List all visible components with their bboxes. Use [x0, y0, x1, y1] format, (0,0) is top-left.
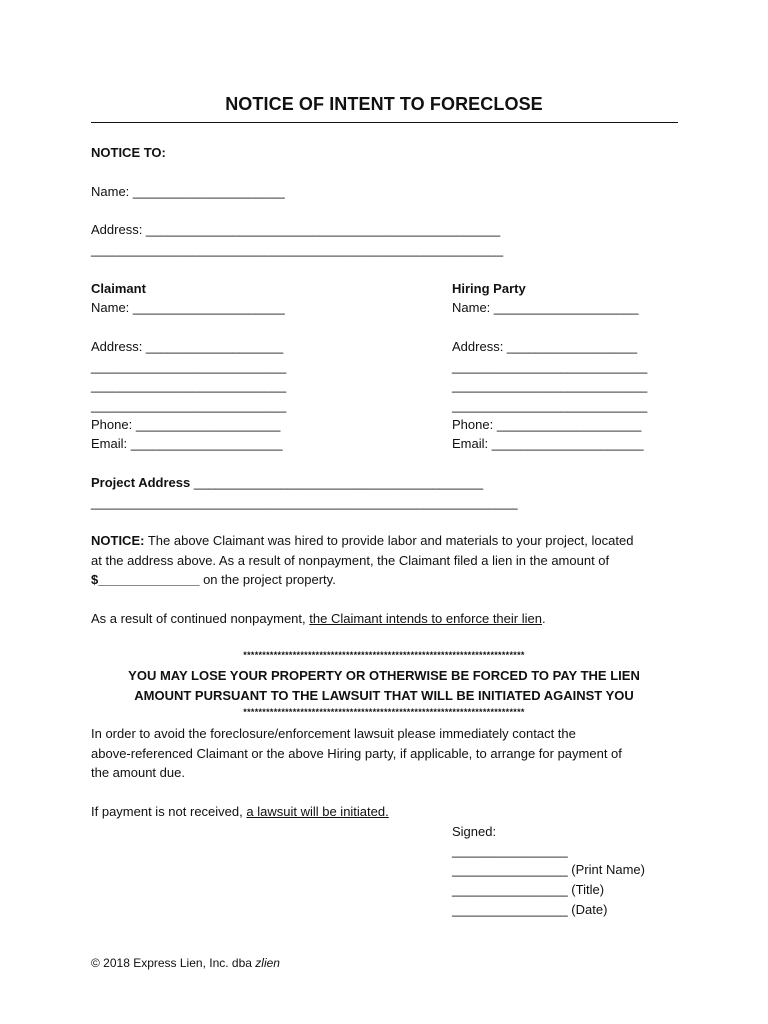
- document-title: NOTICE OF INTENT TO FORECLOSE: [225, 94, 543, 114]
- warning-stars-bottom: **************************************************************************: [243, 707, 525, 717]
- hiring-party-address-blank-2: ___________________________: [452, 378, 648, 393]
- enforce-end: .: [541, 611, 546, 626]
- lawsuit-paragraph: [91, 804, 389, 820]
- notice-to-address-line2: _________________________________________________________: [91, 242, 504, 257]
- warning-line-1: YOU MAY LOSE YOUR PROPERTY OR OTHERWISE BE FORCED TO PAY THE LIEN: [128, 668, 640, 683]
- avoid-line-3: the amount due.: [91, 765, 185, 780]
- claimant-address-blank-3: ___________________________: [91, 398, 287, 413]
- claimant-heading: Claimant: [91, 281, 146, 296]
- footer-brand: zlien: [255, 956, 280, 970]
- notice-label: NOTICE:: [91, 533, 145, 548]
- notice-to-name-field: Name: _____________________: [91, 184, 285, 199]
- lien-amount-field: $______________: [91, 572, 200, 587]
- claimant-address-blank-2: ___________________________: [91, 378, 287, 393]
- warning-line-2: AMOUNT PURSUANT TO THE LAWSUIT THAT WILL BE INITIATED AGAINST YOU: [134, 688, 634, 703]
- hiring-party-address-field: Address: __________________: [452, 339, 638, 354]
- hiring-party-address-blank-1: ___________________________: [452, 359, 648, 374]
- notice-to-address-field: Address: _________________________________________________: [91, 222, 501, 237]
- claimant-phone-field: Phone: ____________________: [91, 417, 281, 432]
- footer-copyright: [91, 955, 280, 971]
- hiring-party-phone-field: Phone: ____________________: [452, 417, 642, 432]
- project-address-line-2: ___________________________________________________________: [91, 495, 518, 510]
- hiring-party-heading: Hiring Party: [452, 281, 526, 296]
- notice-to-heading: NOTICE TO:: [91, 145, 166, 160]
- notice-paragraph-line-2: at the address above. As a result of nonpayment, the Claimant filed a lien in the amount of: [91, 553, 610, 568]
- avoid-line-1: In order to avoid the foreclosure/enforcement lawsuit please immediately contact the: [91, 726, 576, 741]
- enforce-underlined: the Claimant intends to enforce their lien: [309, 611, 542, 626]
- claimant-address-field: Address: ___________________: [91, 339, 284, 354]
- project-address-row: [91, 475, 483, 491]
- notice-text-1: The above Claimant was hired to provide labor and materials to your project, located: [147, 533, 634, 548]
- avoid-line-2: above-referenced Claimant or the above Hiring party, if applicable, to arrange for payment of: [91, 746, 622, 761]
- notice-paragraph-line-3: [91, 572, 336, 588]
- enforce-text: As a result of continued nonpayment,: [91, 611, 306, 626]
- signature-line: ________________: [452, 843, 568, 858]
- title-line: ________________ (Title): [452, 882, 605, 897]
- claimant-name-field: Name: _____________________: [91, 300, 285, 315]
- enforce-paragraph: [91, 611, 546, 627]
- notice-paragraph-line-1: [91, 533, 633, 549]
- signed-label: Signed:: [452, 824, 497, 839]
- print-name-line: ________________ (Print Name): [452, 862, 645, 877]
- date-line: ________________ (Date): [452, 902, 608, 917]
- claimant-email-field: Email: _____________________: [91, 436, 283, 451]
- claimant-address-blank-1: ___________________________: [91, 359, 287, 374]
- lawsuit-text: If payment is not received,: [91, 804, 243, 819]
- hiring-party-address-blank-3: ___________________________: [452, 398, 648, 413]
- notice-text-3: on the project property.: [203, 572, 336, 587]
- footer-text: © 2018 Express Lien, Inc. dba: [91, 956, 252, 970]
- project-address-line-1: ________________________________________: [193, 475, 484, 490]
- hiring-party-name-field: Name: ____________________: [452, 300, 639, 315]
- hiring-party-email-field: Email: _____________________: [452, 436, 644, 451]
- warning-stars-top: **************************************************************************: [243, 650, 525, 660]
- lawsuit-underlined: a lawsuit will be initiated.: [246, 804, 389, 819]
- title-underline: [91, 122, 678, 123]
- project-address-label: Project Address: [91, 475, 191, 490]
